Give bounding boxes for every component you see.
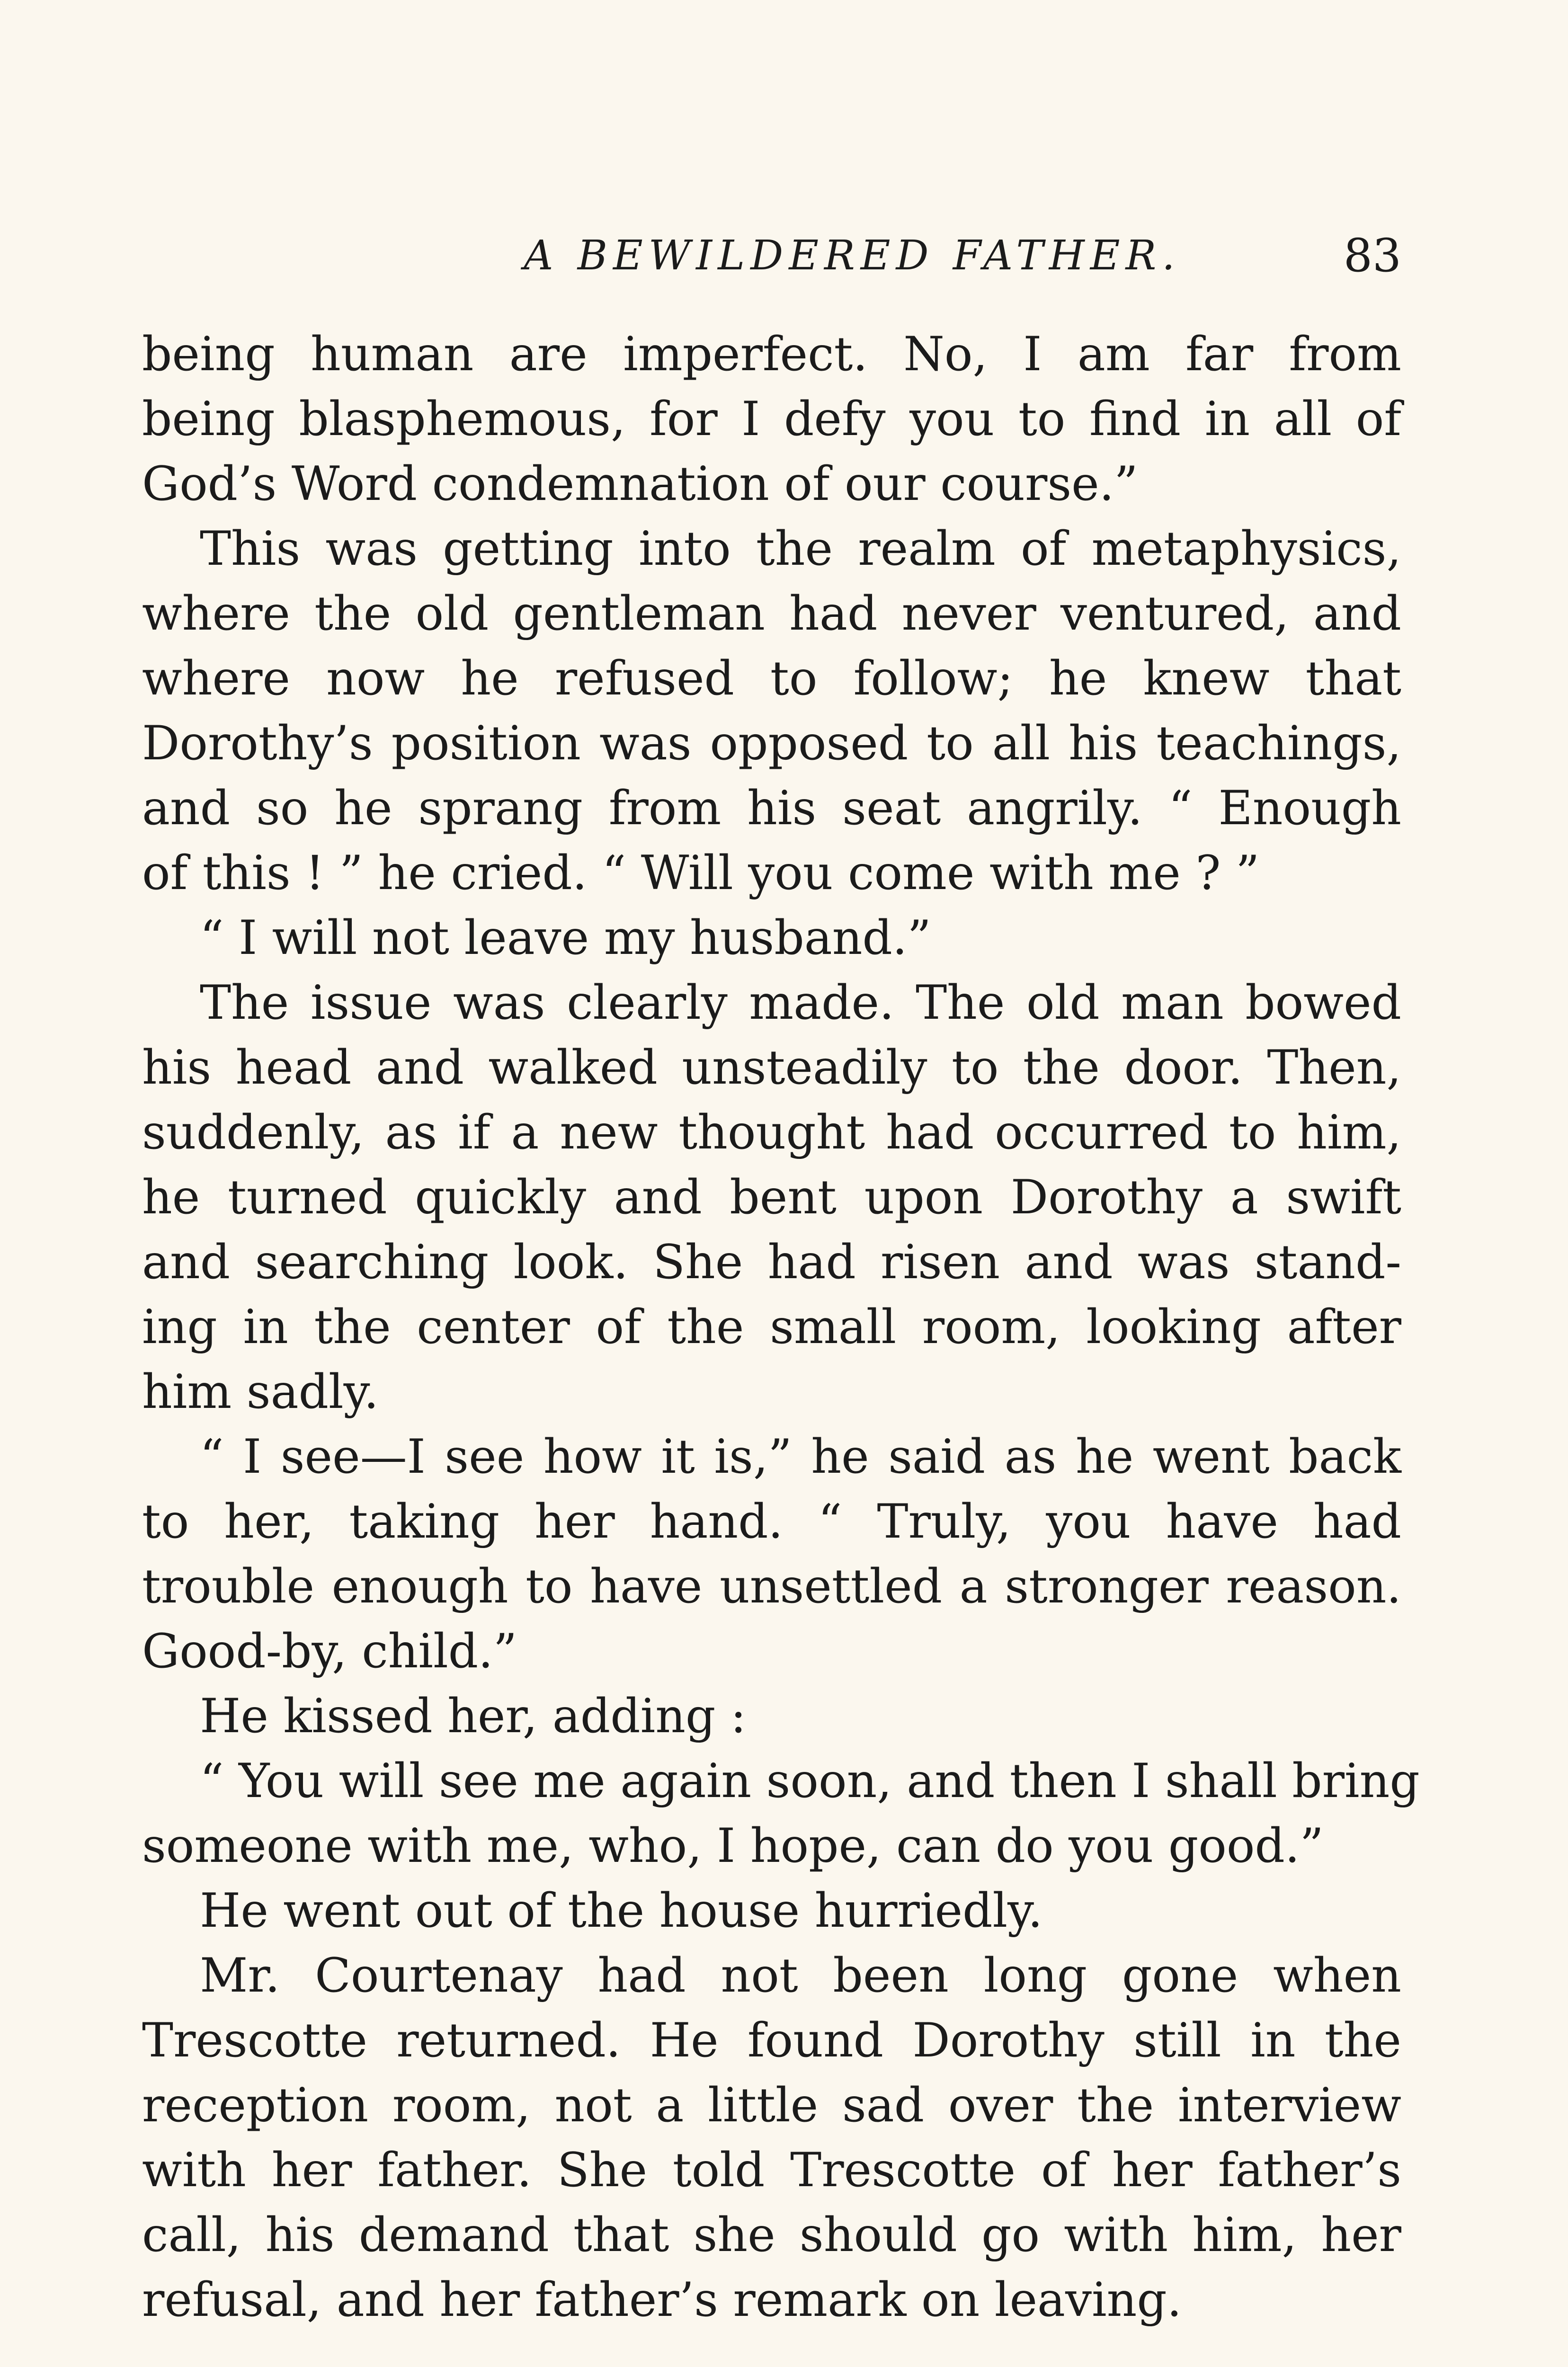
text-line: where now he refused to follow; he knew that — [142, 651, 1401, 706]
text-line: “ You will see me again soon, and then I shall bring — [200, 1754, 1420, 1808]
text-line: This was getting into the realm of metaphysics, — [200, 522, 1401, 576]
text-line: He kissed her, adding : — [200, 1689, 747, 1744]
text-line: of this ! ” he cried. “ Will you come with me ? ” — [142, 846, 1260, 900]
text-line: call, his demand that she should go with him, her — [142, 2208, 1401, 2262]
text-line: him sadly. — [142, 1365, 379, 1419]
text-line: trouble enough to have unsettled a stronger reason. — [142, 1559, 1401, 1614]
text-line: “ I see—I see how it is,” he said as he went back — [200, 1430, 1401, 1484]
text-line: where the old gentleman had never ventured, and — [142, 587, 1401, 641]
text-line: The issue was clearly made. The old man bowed — [200, 976, 1401, 1030]
text-line: and searching look. She had risen and was stand- — [142, 1235, 1401, 1290]
text-line: with her father. She told Trescotte of her father’s — [142, 2143, 1401, 2198]
text-line: “ I will not leave my husband.” — [200, 911, 931, 965]
running-title: A BEWILDERED FATHER. — [524, 232, 1181, 279]
text-line: being human are imperfect. No, I am far from — [142, 327, 1401, 382]
text-line: God’s Word condemnation of our course.” — [142, 457, 1138, 511]
page-number: 83 — [1343, 229, 1401, 282]
text-line: to her, taking her hand. “ Truly, you have had — [142, 1495, 1401, 1549]
text-line: being blasphemous, for I defy you to find in all of — [142, 392, 1401, 446]
text-line: he turned quickly and bent upon Dorothy a swift — [142, 1170, 1401, 1225]
text-line: Good-by, child.” — [142, 1624, 517, 1679]
text-line: Trescotte returned. He found Dorothy still in the — [142, 2013, 1401, 2068]
text-line: Mr. Courtenay had not been long gone when — [200, 1949, 1401, 2003]
text-line: and so he sprang from his seat angrily. “ Enough — [142, 781, 1401, 836]
text-line: someone with me, who, I hope, can do you good.” — [142, 1819, 1324, 1873]
text-line: his head and walked unsteadily to the door. Then, — [142, 1041, 1401, 1095]
text-line: Dorothy’s position was opposed to all his teachings, — [142, 716, 1401, 771]
text-line: ing in the center of the small room, looking after — [142, 1300, 1401, 1354]
text-line: He went out of the house hurriedly. — [200, 1884, 1043, 1938]
text-line: reception room, not a little sad over the interview — [142, 2078, 1401, 2133]
body-text — [142, 322, 1420, 2332]
running-head — [142, 222, 1401, 289]
text-line: refusal, and her father’s remark on leaving. — [142, 2273, 1182, 2327]
text-line: suddenly, as if a new thought had occurred to him, — [142, 1105, 1401, 1160]
